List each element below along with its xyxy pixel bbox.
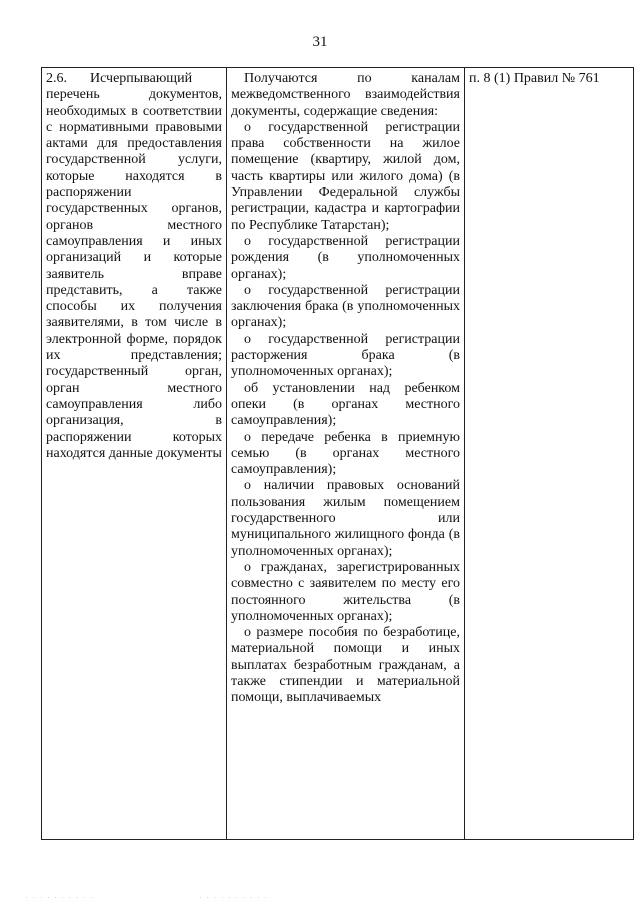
requirement-text	[46, 71, 222, 462]
services-table	[41, 67, 634, 840]
description-cell	[227, 68, 465, 840]
reference-text: п. 8 (1) Правил № 761	[469, 71, 600, 86]
description-paragraph: о передаче ребенка в приемную семью (в органах местного самоуправления);	[231, 429, 460, 478]
requirement-title: Исчерпывающий перечень документов, необходимых в соответствии с нормативными правовыми актами для предоставления государственной услуги, которые находятся в распоряжении государственных органов, органов местного самоуправления и иных организаций и которые заявитель вправе представить, а также способы их получения заявителями, в том числе в электронной форме, порядок их представления; государственный орган, орган местного самоуправления либо организация, в распоряжении которых находятся данные документы	[46, 71, 222, 461]
description-paragraph: о государственной регистрации права собственности на жилое помещение (квартиру, жилой дом, часть квартиры или жилого дома) (в Управлении Федеральной службы регистрации, кадастра и картографии по Республике Татарстан);	[231, 119, 460, 233]
row-number: 2.6.	[46, 71, 67, 86]
description-paragraph: Получаются по каналам межведомственного взаимодействия документы, содержащие сведения:	[231, 71, 460, 119]
requirement-cell	[42, 68, 227, 840]
description-paragraph: о государственной регистрации рождения (в уполномоченных органах);	[231, 233, 460, 282]
description-paragraph: о государственной регистрации расторжения брака (в уполномоченных органах);	[231, 331, 460, 380]
description-paragraph: о размере пособия по безработице, материальной помощи и иных выплатах безработным гражданам, а также стипендии и материальной помощи, выплачиваемых	[231, 625, 460, 706]
scan-artifact: · · · · · · · · · ·	[200, 895, 269, 901]
page-number: 31	[312, 34, 328, 50]
description-paragraph: о наличии правовых оснований пользования жилым помещением государственного или муниципального жилищного фонда (в уполномоченных органах);	[231, 478, 460, 559]
description-paragraph: о гражданах, зарегистрированных совместно с заявителем по месту его постоянного жительства (в уполномоченных органах);	[231, 559, 460, 624]
description-paragraph: о государственной регистрации заключения брака (в уполномоченных органах);	[231, 282, 460, 331]
table-row	[42, 68, 634, 840]
description-paragraph: об установлении над ребенком опеки (в органах местного самоуправления);	[231, 380, 460, 429]
reference-cell	[465, 68, 634, 840]
scan-artifact: · · · · · · · · · ·	[26, 895, 95, 901]
